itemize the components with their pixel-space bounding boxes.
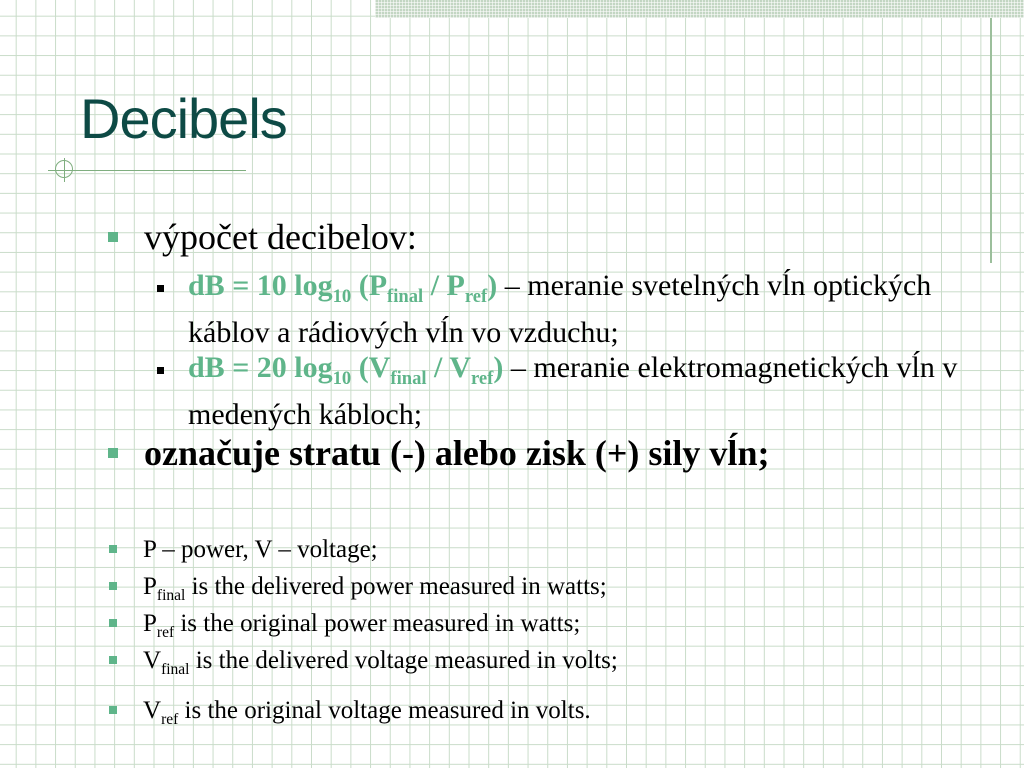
note-bullet-square-icon xyxy=(109,619,117,627)
bullet-text: výpočet decibelov: xyxy=(144,217,417,257)
sub-bullet-square-icon xyxy=(157,285,164,292)
description: – meranie svetelných vĺn optických káblov a rádiových vĺn vo vzduchu; xyxy=(188,269,932,349)
note-item: $V_{ref}$ is the original voltage measured in volts. xyxy=(143,697,591,728)
title-underline xyxy=(48,170,246,171)
note-item: $P_{final}$ is the delivered power measured in watts; xyxy=(143,573,607,604)
title-circle-ornament xyxy=(55,160,73,178)
bullet-square-icon xyxy=(108,448,118,458)
note-bullet-square-icon xyxy=(109,656,117,664)
sub-bullet-text xyxy=(188,268,978,351)
note-bullet-square-icon xyxy=(109,545,117,553)
note-item: $P_{ref}$ is the original power measured in watts; xyxy=(143,610,581,641)
bullet-text: označuje stratu (-) alebo zisk (+) sily vĺn; xyxy=(144,433,770,473)
note-bullet-square-icon xyxy=(109,706,117,714)
formula: dB = 10 $\log_{10} (P_{final} / P_{ref})$ xyxy=(188,269,498,307)
right-decorative-rule xyxy=(990,18,992,263)
note-bullet-square-icon xyxy=(109,582,117,590)
sub-bullet-text xyxy=(188,350,978,433)
top-decorative-band xyxy=(375,0,1024,18)
sub-bullet-square-icon xyxy=(157,367,164,374)
slide-title: Decibels xyxy=(80,87,287,150)
description: – meranie elektromagnetických vĺn v medených kábloch; xyxy=(188,351,958,431)
bullet-square-icon xyxy=(108,232,118,242)
note-item: $V_{final}$ is the delivered voltage measured in volts; xyxy=(143,647,618,678)
note-item: P – power, V – voltage; xyxy=(143,536,378,563)
formula: dB = 20 $\log_{10} (V_{final} / V_{ref})$ xyxy=(188,351,504,389)
